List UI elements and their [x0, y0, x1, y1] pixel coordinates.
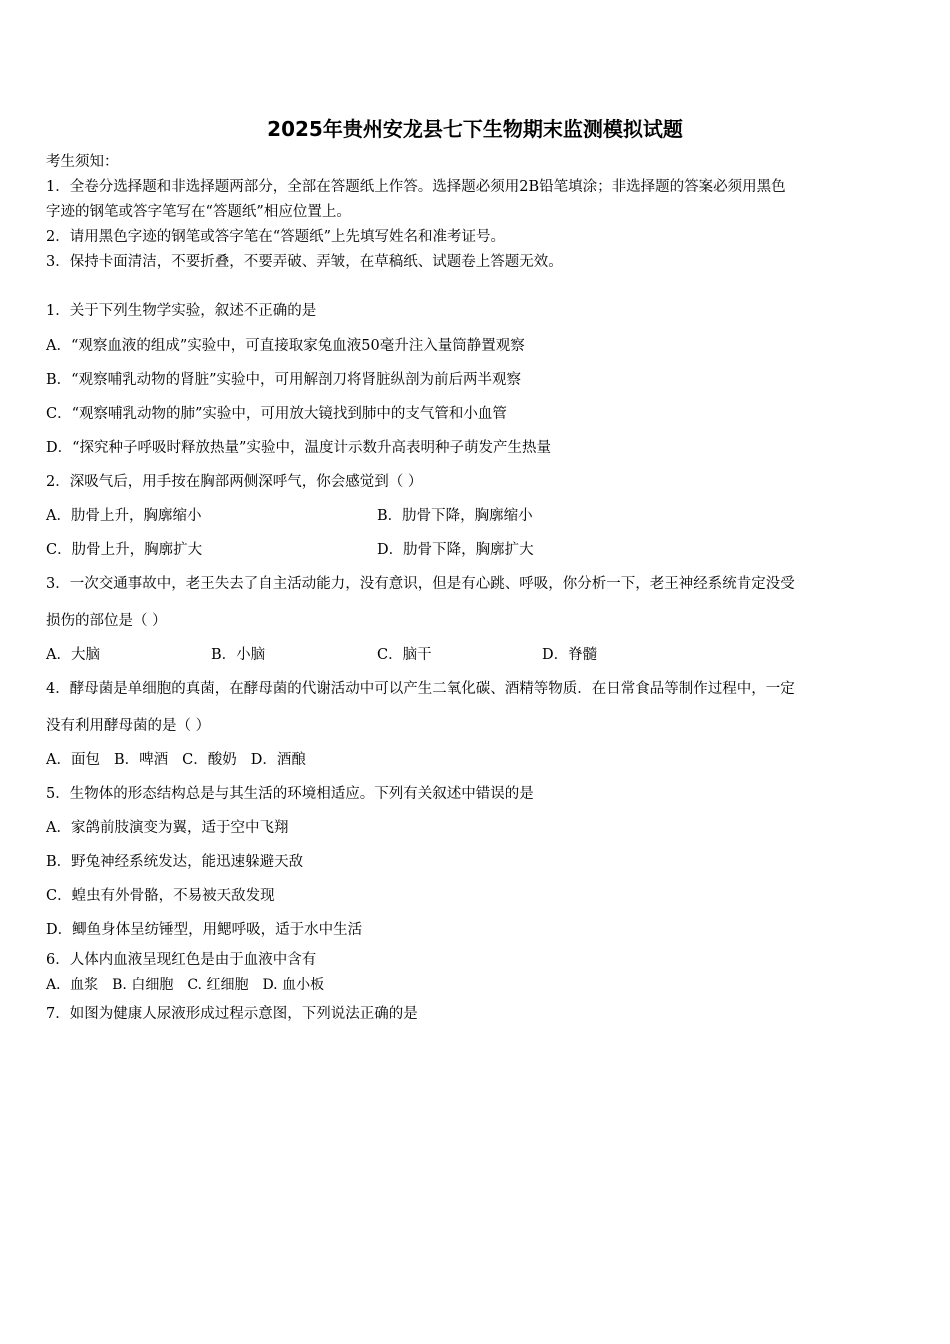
question-stem: 5．生物体的形态结构总是与其生活的环境相适应。下列有关叙述中错误的是	[46, 786, 534, 802]
option-a: A．血浆	[46, 977, 99, 993]
option-a: A．家鸽前肢演变为翼，适于空中飞翔	[46, 820, 289, 836]
option-c: C．脑干	[377, 647, 432, 663]
option-a: A．大脑	[46, 647, 100, 663]
question-stem: 1．关于下列生物学实验，叙述不正确的是	[46, 303, 317, 319]
option-b: B. 白细胞	[112, 977, 174, 993]
option-c: C．肋骨上升，胸廓扩大	[46, 542, 203, 558]
question-stem: 7．如图为健康人尿液形成过程示意图，下列说法正确的是	[46, 1006, 418, 1022]
option-d: D．鲫鱼身体呈纺锤型，用鳃呼吸，适于水中生活	[46, 922, 363, 938]
question-stem: 6．人体内血液呈现红色是由于血液中含有	[46, 952, 317, 968]
option-a: A．面包	[46, 752, 100, 768]
option-c: C．蝗虫有外骨骼，不易被天敌发现	[46, 888, 275, 904]
option-c: C．“观察哺乳动物的肺”实验中，可用放大镜找到肺中的支气管和小血管	[46, 406, 507, 422]
option-b: B．啤酒	[113, 752, 169, 768]
option-c: C．酸奶	[182, 752, 237, 768]
question-stem-line: 没有利用酵母菌的是（ ）	[46, 718, 211, 734]
option-row	[46, 975, 338, 995]
option-b: B．肋骨下降，胸廓缩小	[377, 508, 533, 524]
option-row	[46, 750, 306, 770]
option-b: B．“观察哺乳动物的肾脏”实验中，可用解剖刀将肾脏纵剖为前后两半观察	[46, 372, 521, 388]
option-d: D．酒酿	[250, 752, 306, 768]
notice-item: 3．保持卡面清洁，不要折叠，不要弄破、弄皱，在草稿纸、试题卷上答题无效。	[46, 254, 563, 270]
option-d: D．“探究种子呼吸时释放热量”实验中，温度计示数升高表明种子萌发产生热量	[46, 440, 551, 456]
option-c: C. 红细胞	[187, 977, 249, 993]
notice-heading: 考生须知：	[46, 154, 119, 170]
option-d: D．脊髓	[542, 647, 598, 663]
page-title: 2025年贵州安龙县七下生物期末监测模拟试题	[267, 117, 683, 141]
option-a: A．“观察血液的组成”实验中，可直接取家兔血液50毫升注入量筒静置观察	[46, 338, 525, 354]
question-stem: 2．深吸气后，用手按在胸部两侧深呼气，你会感觉到（ ）	[46, 474, 423, 490]
question-stem-line: 3．一次交通事故中，老王失去了自主活动能力，没有意识，但是有心跳、呼吸，你分析一下，老王神经系统肯定没受	[46, 576, 795, 592]
question-stem-line: 损伤的部位是（ ）	[46, 613, 167, 629]
option-d: D．肋骨下降，胸廓扩大	[377, 542, 534, 558]
notice-item: 1．全卷分选择题和非选择题两部分，全部在答题纸上作答。选择题必须用2B铅笔填涂；非选择题的答案必须用黑色	[46, 179, 786, 195]
option-b: B．野兔神经系统发达，能迅速躲避天敌	[46, 854, 304, 870]
option-a: A．肋骨上升，胸廓缩小	[46, 508, 202, 524]
option-b: B．小脑	[211, 647, 266, 663]
notice-item: 字迹的钢笔或答字笔写在“答题纸”相应位置上。	[46, 204, 351, 220]
option-d: D. 血小板	[262, 977, 325, 993]
question-stem-line: 4．酵母菌是单细胞的真菌，在酵母菌的代谢活动中可以产生二氧化碳、酒精等物质．在日常食品等制作过程中，一定	[46, 681, 795, 697]
notice-item: 2．请用黑色字迹的钢笔或答字笔在“答题纸”上先填写姓名和准考证号。	[46, 229, 506, 245]
